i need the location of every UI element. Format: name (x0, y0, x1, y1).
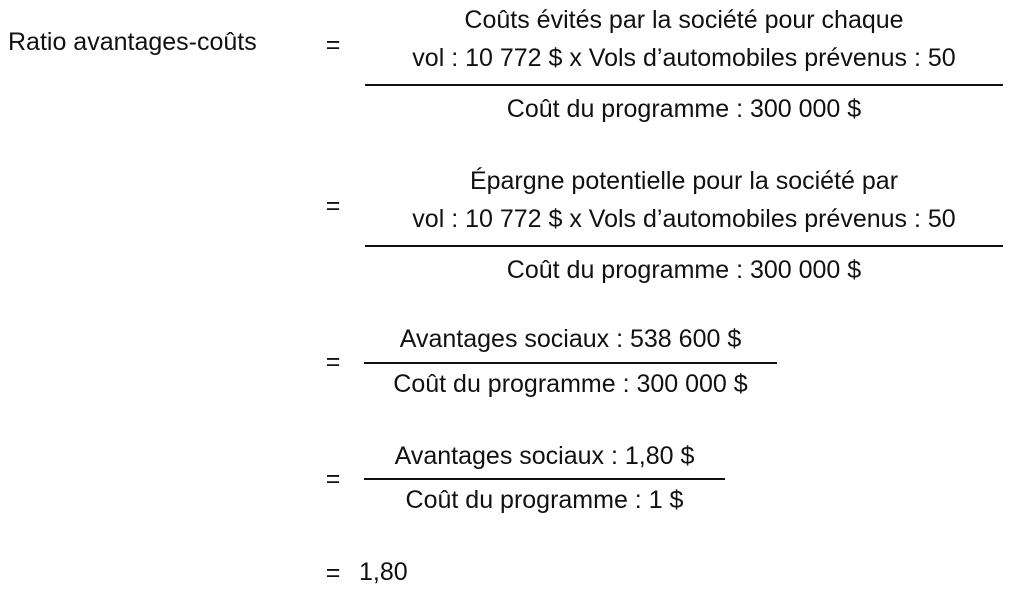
result-value: 1,80 (359, 558, 408, 586)
equals-sign-3: = (325, 348, 341, 376)
step2-fraction-bar (365, 245, 1003, 247)
step1-fraction-bar (365, 84, 1003, 86)
step1-numerator-line2: vol : 10 772 $ x Vols d’automobiles prévenus : 50 (412, 44, 956, 72)
step1-denominator: Coût du programme : 300 000 $ (506, 95, 862, 123)
step2-numerator-line2: vol : 10 772 $ x Vols d’automobiles prévenus : 50 (412, 205, 956, 233)
equals-sign-1: = (325, 31, 341, 59)
step4-numerator: Avantages sociaux : 1,80 $ (394, 442, 695, 470)
ratio-label: Ratio avantages-coûts (8, 28, 257, 56)
step2-numerator-line1: Épargne potentielle pour la société par (469, 167, 899, 195)
step1-numerator-line1: Coûts évités par la société pour chaque (464, 6, 904, 34)
step3-numerator: Avantages sociaux : 538 600 $ (399, 325, 742, 353)
step4-denominator: Coût du programme : 1 $ (405, 486, 684, 514)
equals-sign-5: = (325, 559, 341, 587)
step2-denominator: Coût du programme : 300 000 $ (506, 256, 862, 284)
equals-sign-2: = (325, 192, 341, 220)
step4-fraction-bar (364, 478, 725, 480)
equals-sign-4: = (325, 465, 341, 493)
step3-fraction-bar (364, 362, 777, 364)
step3-denominator: Coût du programme : 300 000 $ (393, 370, 748, 398)
